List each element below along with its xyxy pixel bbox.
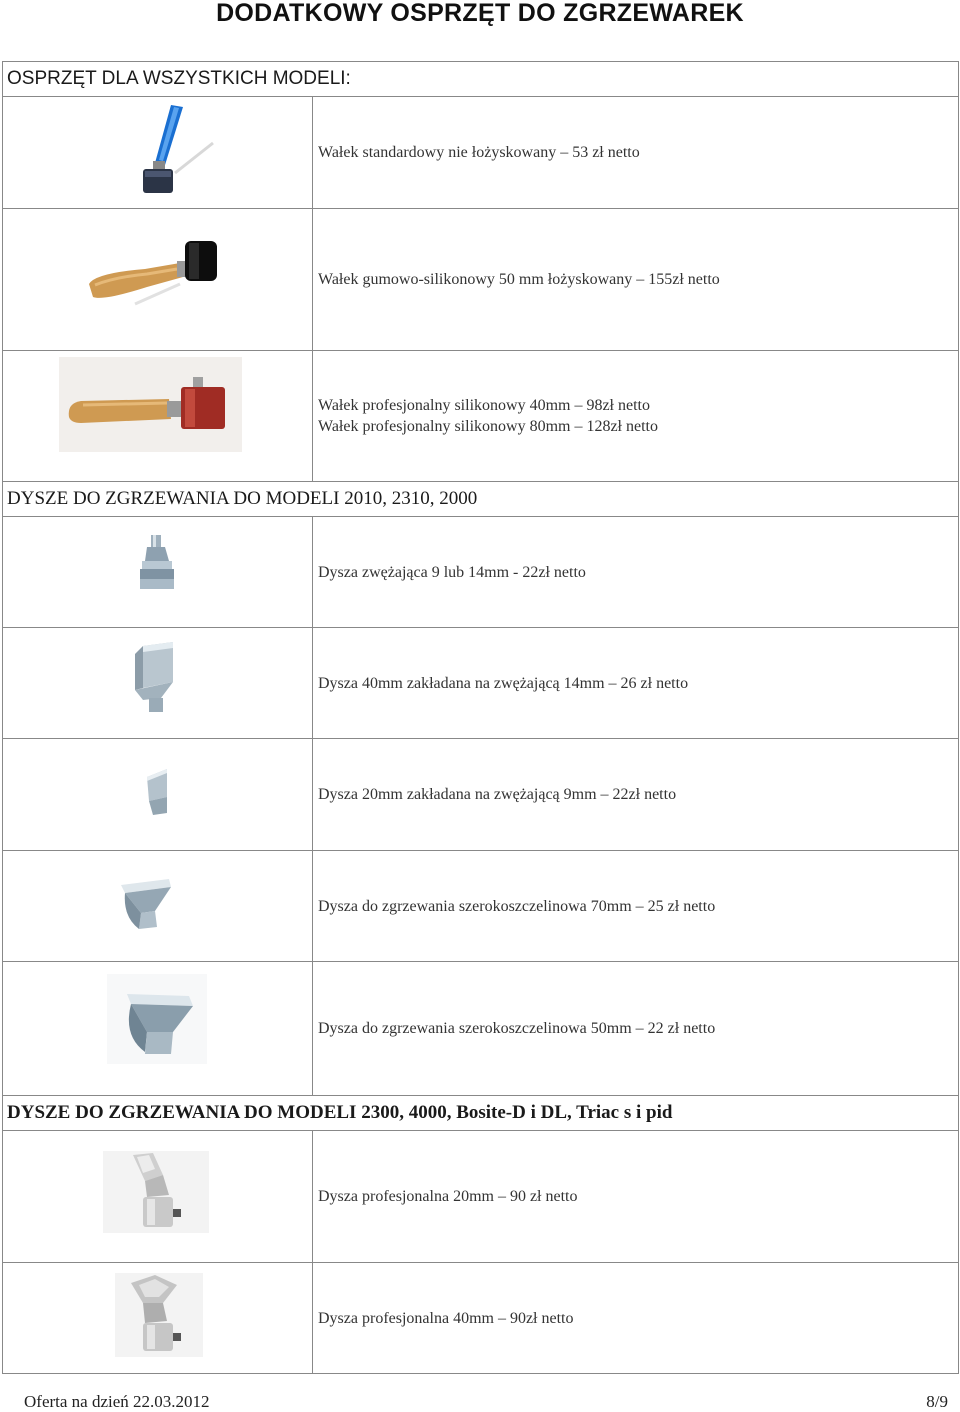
product-image-cell (3, 739, 313, 850)
table-row (3, 1130, 958, 1262)
product-description (318, 851, 958, 961)
section-heading-text: DYSZE DO ZGRZEWANIA DO MODELI 2300, 4000, Bosite-D i DL, Triac s i pid (7, 1102, 673, 1123)
accessories-table (2, 61, 959, 1374)
product-description (318, 517, 958, 627)
section-heading (3, 481, 958, 516)
reducing-nozzle-icon (137, 533, 177, 593)
product-description (318, 209, 958, 350)
table-row (3, 96, 958, 208)
product-description (318, 1263, 958, 1373)
product-line: Wałek standardowy nie łożyskowany – 53 zł netto (318, 144, 640, 161)
product-image-cell (3, 351, 313, 481)
professional-nozzle-20mm-icon (103, 1151, 209, 1233)
section-heading-text: DYSZE DO ZGRZEWANIA DO MODELI 2010, 2310, 2000 (7, 488, 478, 509)
flat-nozzle-40mm-icon (129, 642, 179, 714)
section-heading (3, 61, 958, 96)
product-image-cell (3, 97, 313, 208)
wide-slot-nozzle-70mm-icon (117, 877, 177, 932)
table-row (3, 516, 958, 627)
product-line: Dysza profesjonalna 40mm – 90zł netto (318, 1309, 574, 1327)
product-line: Dysza 40mm zakładana na zwężającą 14mm – 26 zł netto (318, 674, 689, 692)
table-row (3, 350, 958, 481)
table-row (3, 738, 958, 850)
product-line: Wałek profesjonalny silikonowy 80mm – 128zł netto (318, 418, 658, 435)
product-line: Wałek profesjonalny silikonowy 40mm – 98zł netto (318, 397, 650, 414)
product-image-cell (3, 628, 313, 738)
product-description (318, 739, 958, 850)
product-image-cell (3, 962, 313, 1095)
table-row (3, 627, 958, 738)
product-line: Wałek gumowo-silikonowy 50 mm łożyskowany – 155zł netto (318, 271, 720, 288)
table-row (3, 1262, 958, 1374)
wooden-handle-black-roller-icon (85, 229, 225, 324)
product-line: Dysza profesjonalna 20mm – 90 zł netto (318, 1188, 578, 1205)
wide-slot-nozzle-50mm-icon (107, 974, 207, 1064)
product-line: Dysza do zgrzewania szerokoszczelinowa 50mm – 22 zł netto (318, 1020, 716, 1037)
page-number: 8/9 (926, 1392, 948, 1411)
professional-nozzle-40mm-icon (115, 1273, 203, 1357)
flat-nozzle-20mm-icon (141, 767, 173, 817)
product-image-cell (3, 517, 313, 627)
product-description (318, 962, 958, 1095)
table-row (3, 961, 958, 1095)
product-image-cell (3, 209, 313, 350)
product-line: Dysza 20mm zakładana na zwężającą 9mm – 22zł netto (318, 786, 677, 803)
product-line: Dysza do zgrzewania szerokoszczelinowa 70mm – 25 zł netto (318, 897, 716, 915)
product-image-cell (3, 1131, 313, 1262)
product-description (318, 351, 958, 481)
product-description (318, 628, 958, 738)
section-heading-text: OSPRZĘT DLA WSZYSTKICH MODELI: (7, 68, 351, 89)
offer-date: Oferta na dzień 22.03.2012 (24, 1392, 210, 1411)
product-image-cell (3, 851, 313, 961)
product-description (318, 97, 958, 208)
table-row (3, 850, 958, 961)
blue-handle-roller-icon (123, 103, 223, 203)
page-title: DODATKOWY OSPRZĘT DO ZGRZEWAREK (216, 0, 744, 27)
product-line: Dysza zwężająca 9 lub 14mm - 22zł netto (318, 563, 586, 581)
table-row (3, 208, 958, 350)
wooden-handle-red-roller-icon (59, 357, 242, 452)
product-description (318, 1131, 958, 1262)
product-image-cell (3, 1263, 313, 1373)
section-heading (3, 1095, 958, 1130)
